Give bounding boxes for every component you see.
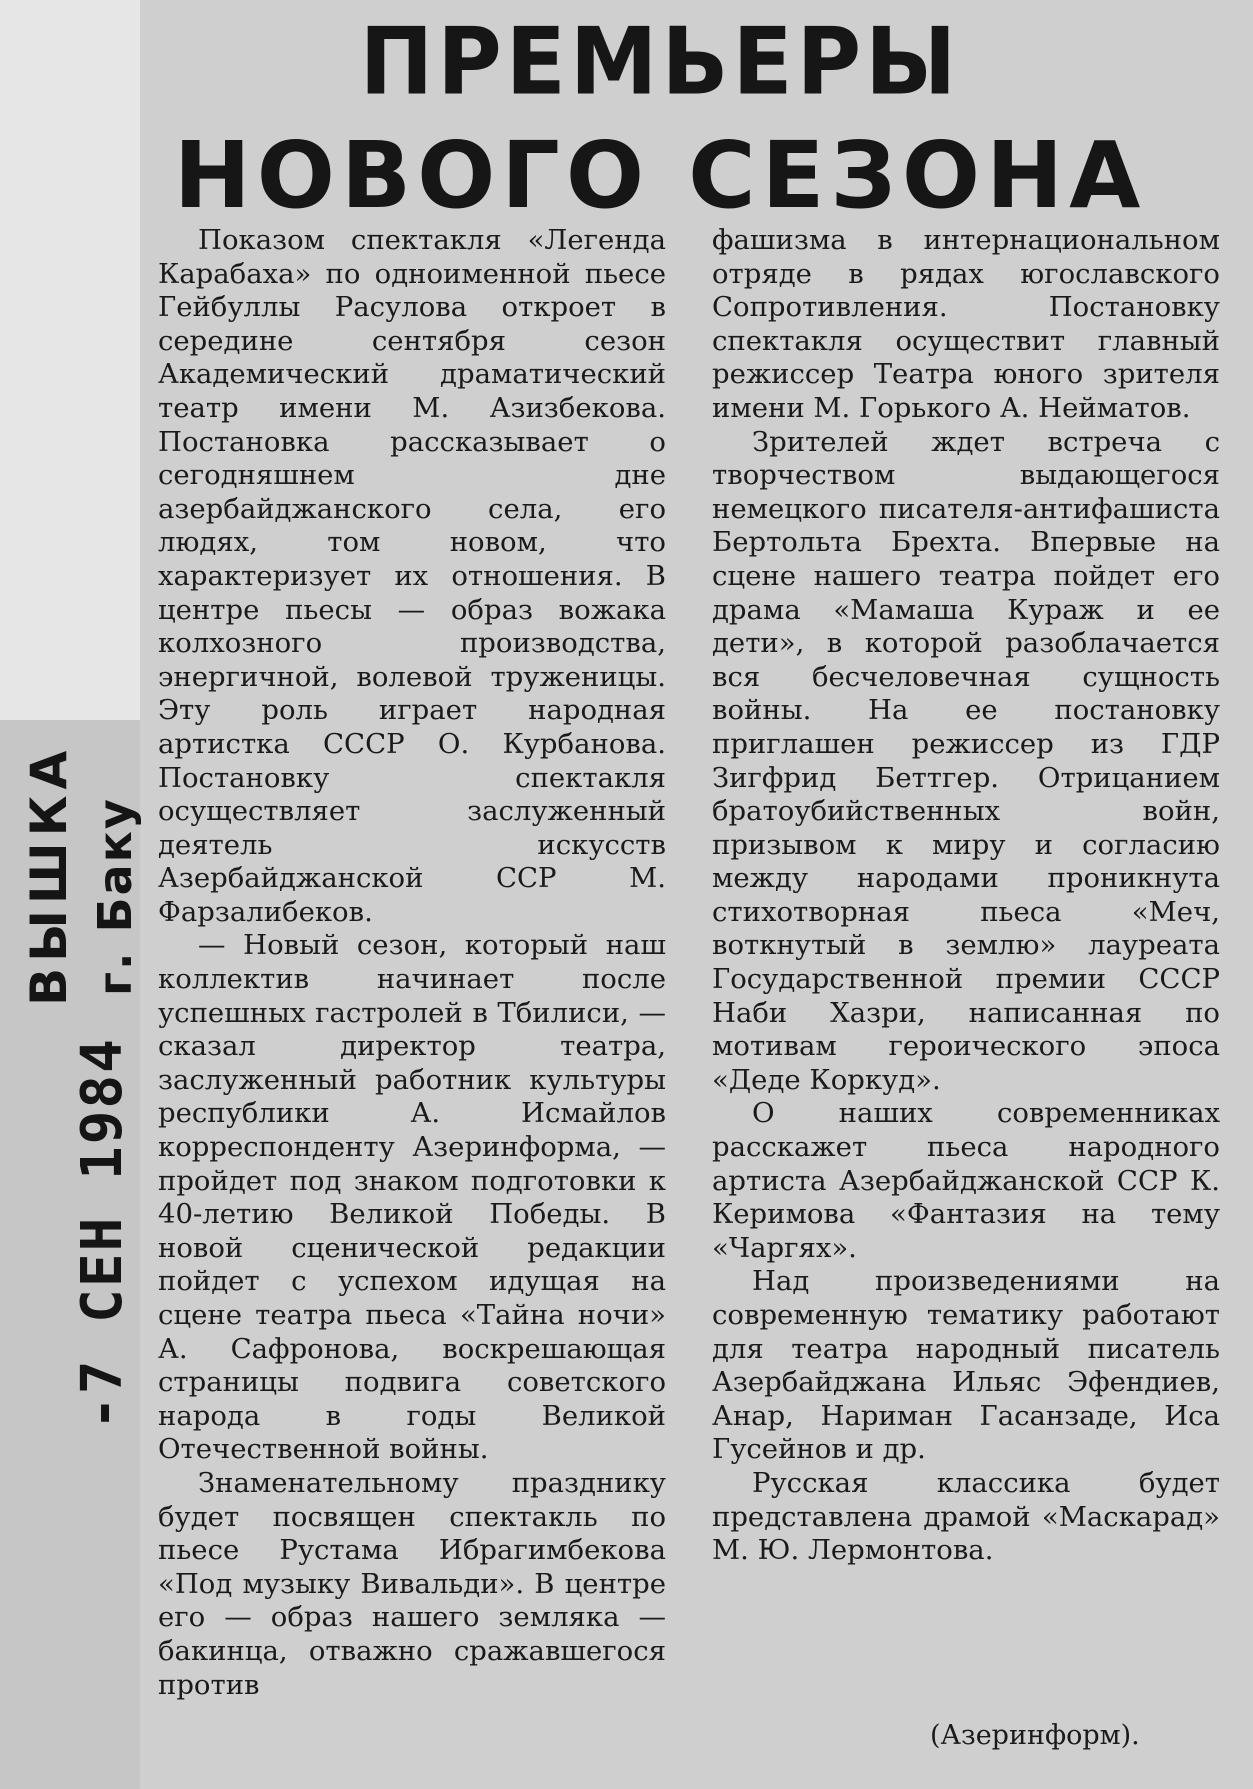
city-stamp: г. Баку xyxy=(88,797,142,996)
byline: (Азеринформ). xyxy=(930,1720,1140,1751)
paragraph: Зрителей ждет встреча с творчеством выдающегося немецкого писателя-антифашиста Бертольта Брехта. Впервые на сцене нашего театра пойдет его драма «Мамаша Кураж и ее дети», в которой разоблачается вся бесчеловечная сущность войны. На ее постановку приглашен режиссер из ГДР Зигфрид Беттгер. Отрицанием братоубийственных войн, призывом к миру и согласию между народами проникнута стихотворная пьеса «Меч, воткнутый в землю» лауреата Государственной премии СССР Наби Хазри, написанная по мотивам героического эпоса «Деде Коркуд». xyxy=(712,425,1220,1096)
paragraph: Русская классика будет представлена драмой «Маскарад» М. Ю. Лермонтова. xyxy=(712,1466,1220,1567)
paragraph: Знаменательному празднику будет посвящен спектакль по пьесе Рустама Ибрагимбекова «Под музыку Вивальди». В центре его — образ нашего земляка — бакинца, отважно сражавшегося против xyxy=(158,1466,666,1701)
article-column-right xyxy=(712,224,1220,1568)
article-column-left xyxy=(158,224,666,1702)
headline-line-2: НОВОГО СЕЗОНА xyxy=(173,122,1147,229)
article-headline xyxy=(160,7,1160,229)
paragraph: Показом спектакля «Легенда Карабаха» по одноименной пьесе Гейбуллы Расулова откроет в середине сентября сезон Академический драматический театр имени М. Азизбекова. Постановка рассказывает о сегодняшнем дне азербайджанского села, его людях, том новом, что характеризует их отношения. В центре пьесы — образ вожака колхозного производства, энергичной, волевой труженицы. Эту роль играет народная артистка СССР О. Курбанова. Постановку спектакля осуществляет заслуженный деятель искусств Азербайджанской ССР М. Фарзалибеков. xyxy=(158,224,666,928)
paragraph: — Новый сезон, который наш коллектив начинает после успешных гастролей в Тбилиси, — сказал директор театра, заслуженный работник культуры республики А. Исмайлов корреспонденту Азеринформа, — пройдет под знаком подготовки к 40-летию Великой Победы. В новой сценической редакции пойдет с успехом идущая на сцене театра пьеса «Тайна ночи» А. Сафронова, воскрешающая страницы подвига советского народа в годы Великой Отечественной войны. xyxy=(158,929,666,1466)
date-stamp: -7 СЕН 1984 xyxy=(70,1037,135,1430)
newspaper-name-stamp: ВЫШКА xyxy=(20,744,78,1006)
paragraph: О наших современниках расскажет пьеса народного артиста Азербайджанской ССР К. Керимова «Фантазия на тему «Чаргях». xyxy=(712,1097,1220,1264)
paragraph: Над произведениями на современную тематику работают для театра народный писатель Азербайджана Ильяс Эфендиев, Анар, Нариман Гасанзаде, Иса Гусейнов и др. xyxy=(712,1265,1220,1466)
headline-line-1: ПРЕМЬЕРЫ xyxy=(359,7,961,116)
paragraph: фашизма в интернациональном отряде в рядах югославского Сопротивления. Постановку спектакля осуществит главный режиссер Театра юного зрителя имени М. Горького А. Нейматов. xyxy=(712,224,1220,424)
left-margin-paper xyxy=(0,0,140,720)
